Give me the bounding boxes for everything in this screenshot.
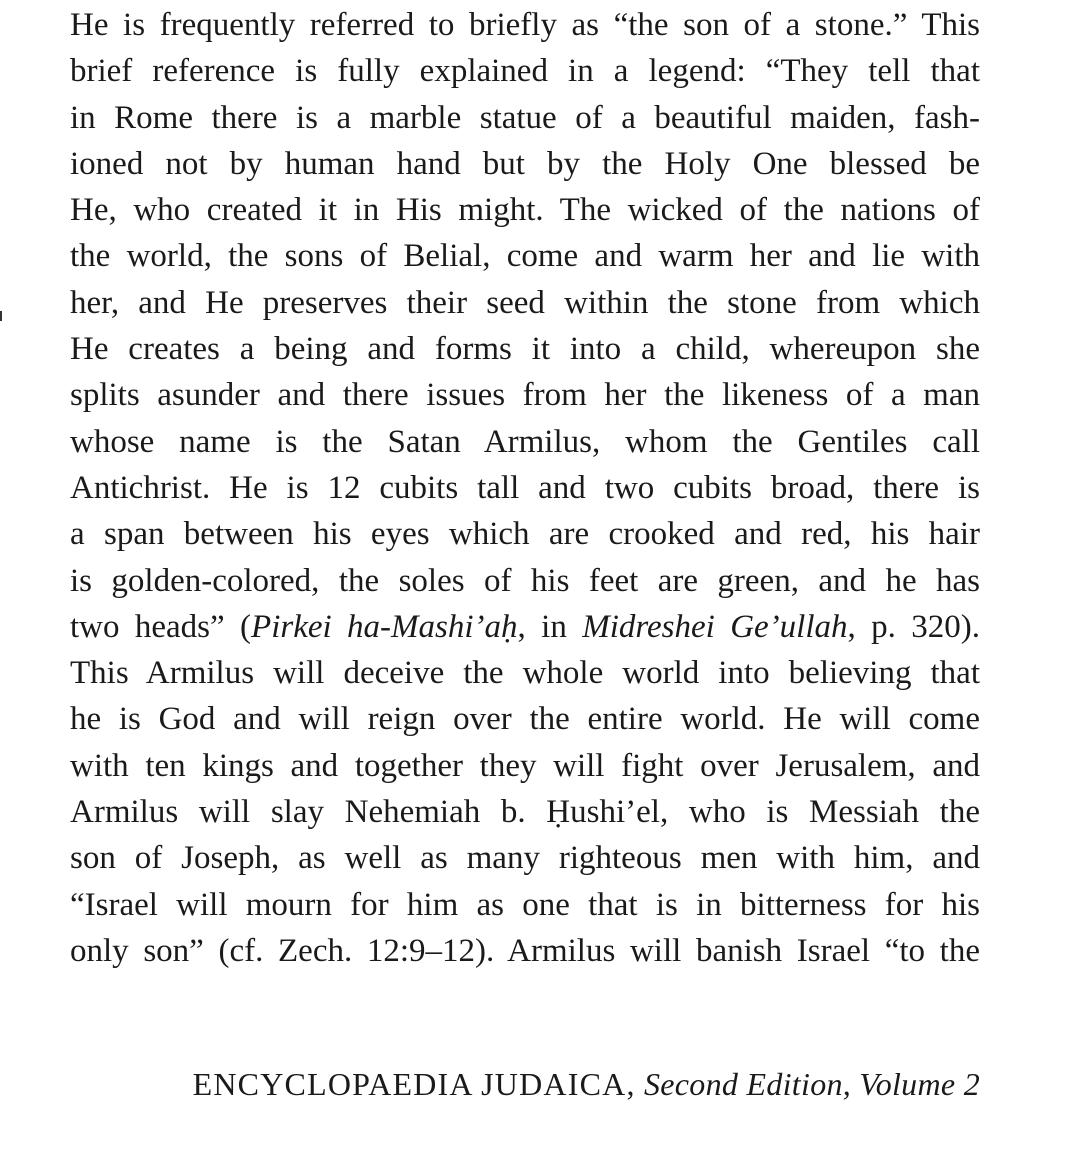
text-segment: ioned not by human hand but by the Holy One blessed be [70,145,980,182]
text-line [70,95,980,141]
text-line [70,511,980,557]
text-line [70,696,980,742]
text-line [70,187,980,233]
text-line [70,141,980,187]
text-line [70,789,980,835]
text-segment: He, who created it in His might. The wicked of the nations of [70,192,980,229]
text-segment: is golden-colored, the soles of his feet are green, and he has [70,562,980,599]
text-line [70,882,980,928]
text-segment: a span between his eyes which are crooked and red, his hair [70,516,980,553]
text-segment: only son” (cf. Zech. 12:9–12). Armilus will banish Israel “to the [70,932,980,969]
margin-mark [0,311,2,321]
text-line [70,558,980,604]
text-segment: with ten kings and together they will fight over Jerusalem, and [70,747,980,784]
text-line [70,835,980,881]
text-segment: whose name is the Satan Armilus, whom the Gentiles call [70,423,980,460]
text-segment: the world, the sons of Belial, come and warm her and lie with [70,238,980,275]
text-segment: in Rome there is a marble statue of a beautiful maiden, fash- [70,99,980,136]
text-segment: son of Joseph, as well as many righteous men with him, and [70,840,980,877]
text-segment: Armilus will slay Nehemiah b. Ḥushi’el, who is Messiah the [70,794,980,831]
text-line [70,233,980,279]
italic-citation: Midreshei Ge’ullah [582,608,848,645]
text-segment: He is frequently referred to briefly as “the son of a stone.” This [70,7,980,43]
text-line [70,372,980,418]
running-footer [93,1062,980,1106]
text-line [70,2,980,48]
text-line [70,419,980,465]
italic-citation: Pirkei ha-Mashi’aḥ [251,608,518,645]
text-segment: brief reference is fully explained in a legend: “They tell that [70,53,980,90]
text-line [70,743,980,789]
text-segment: Antichrist. He is 12 cubits tall and two cubits broad, there is [70,469,980,506]
text-segment: splits asunder and there issues from her the likeness of a man [70,377,980,414]
text-line [70,280,980,326]
text-line [70,604,980,650]
text-line [70,326,980,372]
text-segment: two heads” ( [70,608,252,645]
footer-work-title: ENCYCLOPAEDIA JUDAICA, [192,1066,636,1102]
text-segment: her, and He preserves their seed within the stone from which [70,284,980,321]
text-segment: , p. 320). [847,608,981,645]
body-text [70,2,980,974]
text-segment: he is God and will reign over the entire world. He will come [70,701,980,738]
text-segment: , in [517,608,583,645]
text-line [70,48,980,94]
text-line [70,928,980,974]
footer-edition: Second Edition, Volume 2 [643,1066,980,1102]
text-segment: This Armilus will deceive the whole world into believing that [70,655,980,692]
text-line [70,465,980,511]
text-line [70,650,980,696]
text-segment: “Israel will mourn for him as one that is in bitterness for his [70,886,980,923]
text-segment: He creates a being and forms it into a child, whereupon she [70,331,980,368]
